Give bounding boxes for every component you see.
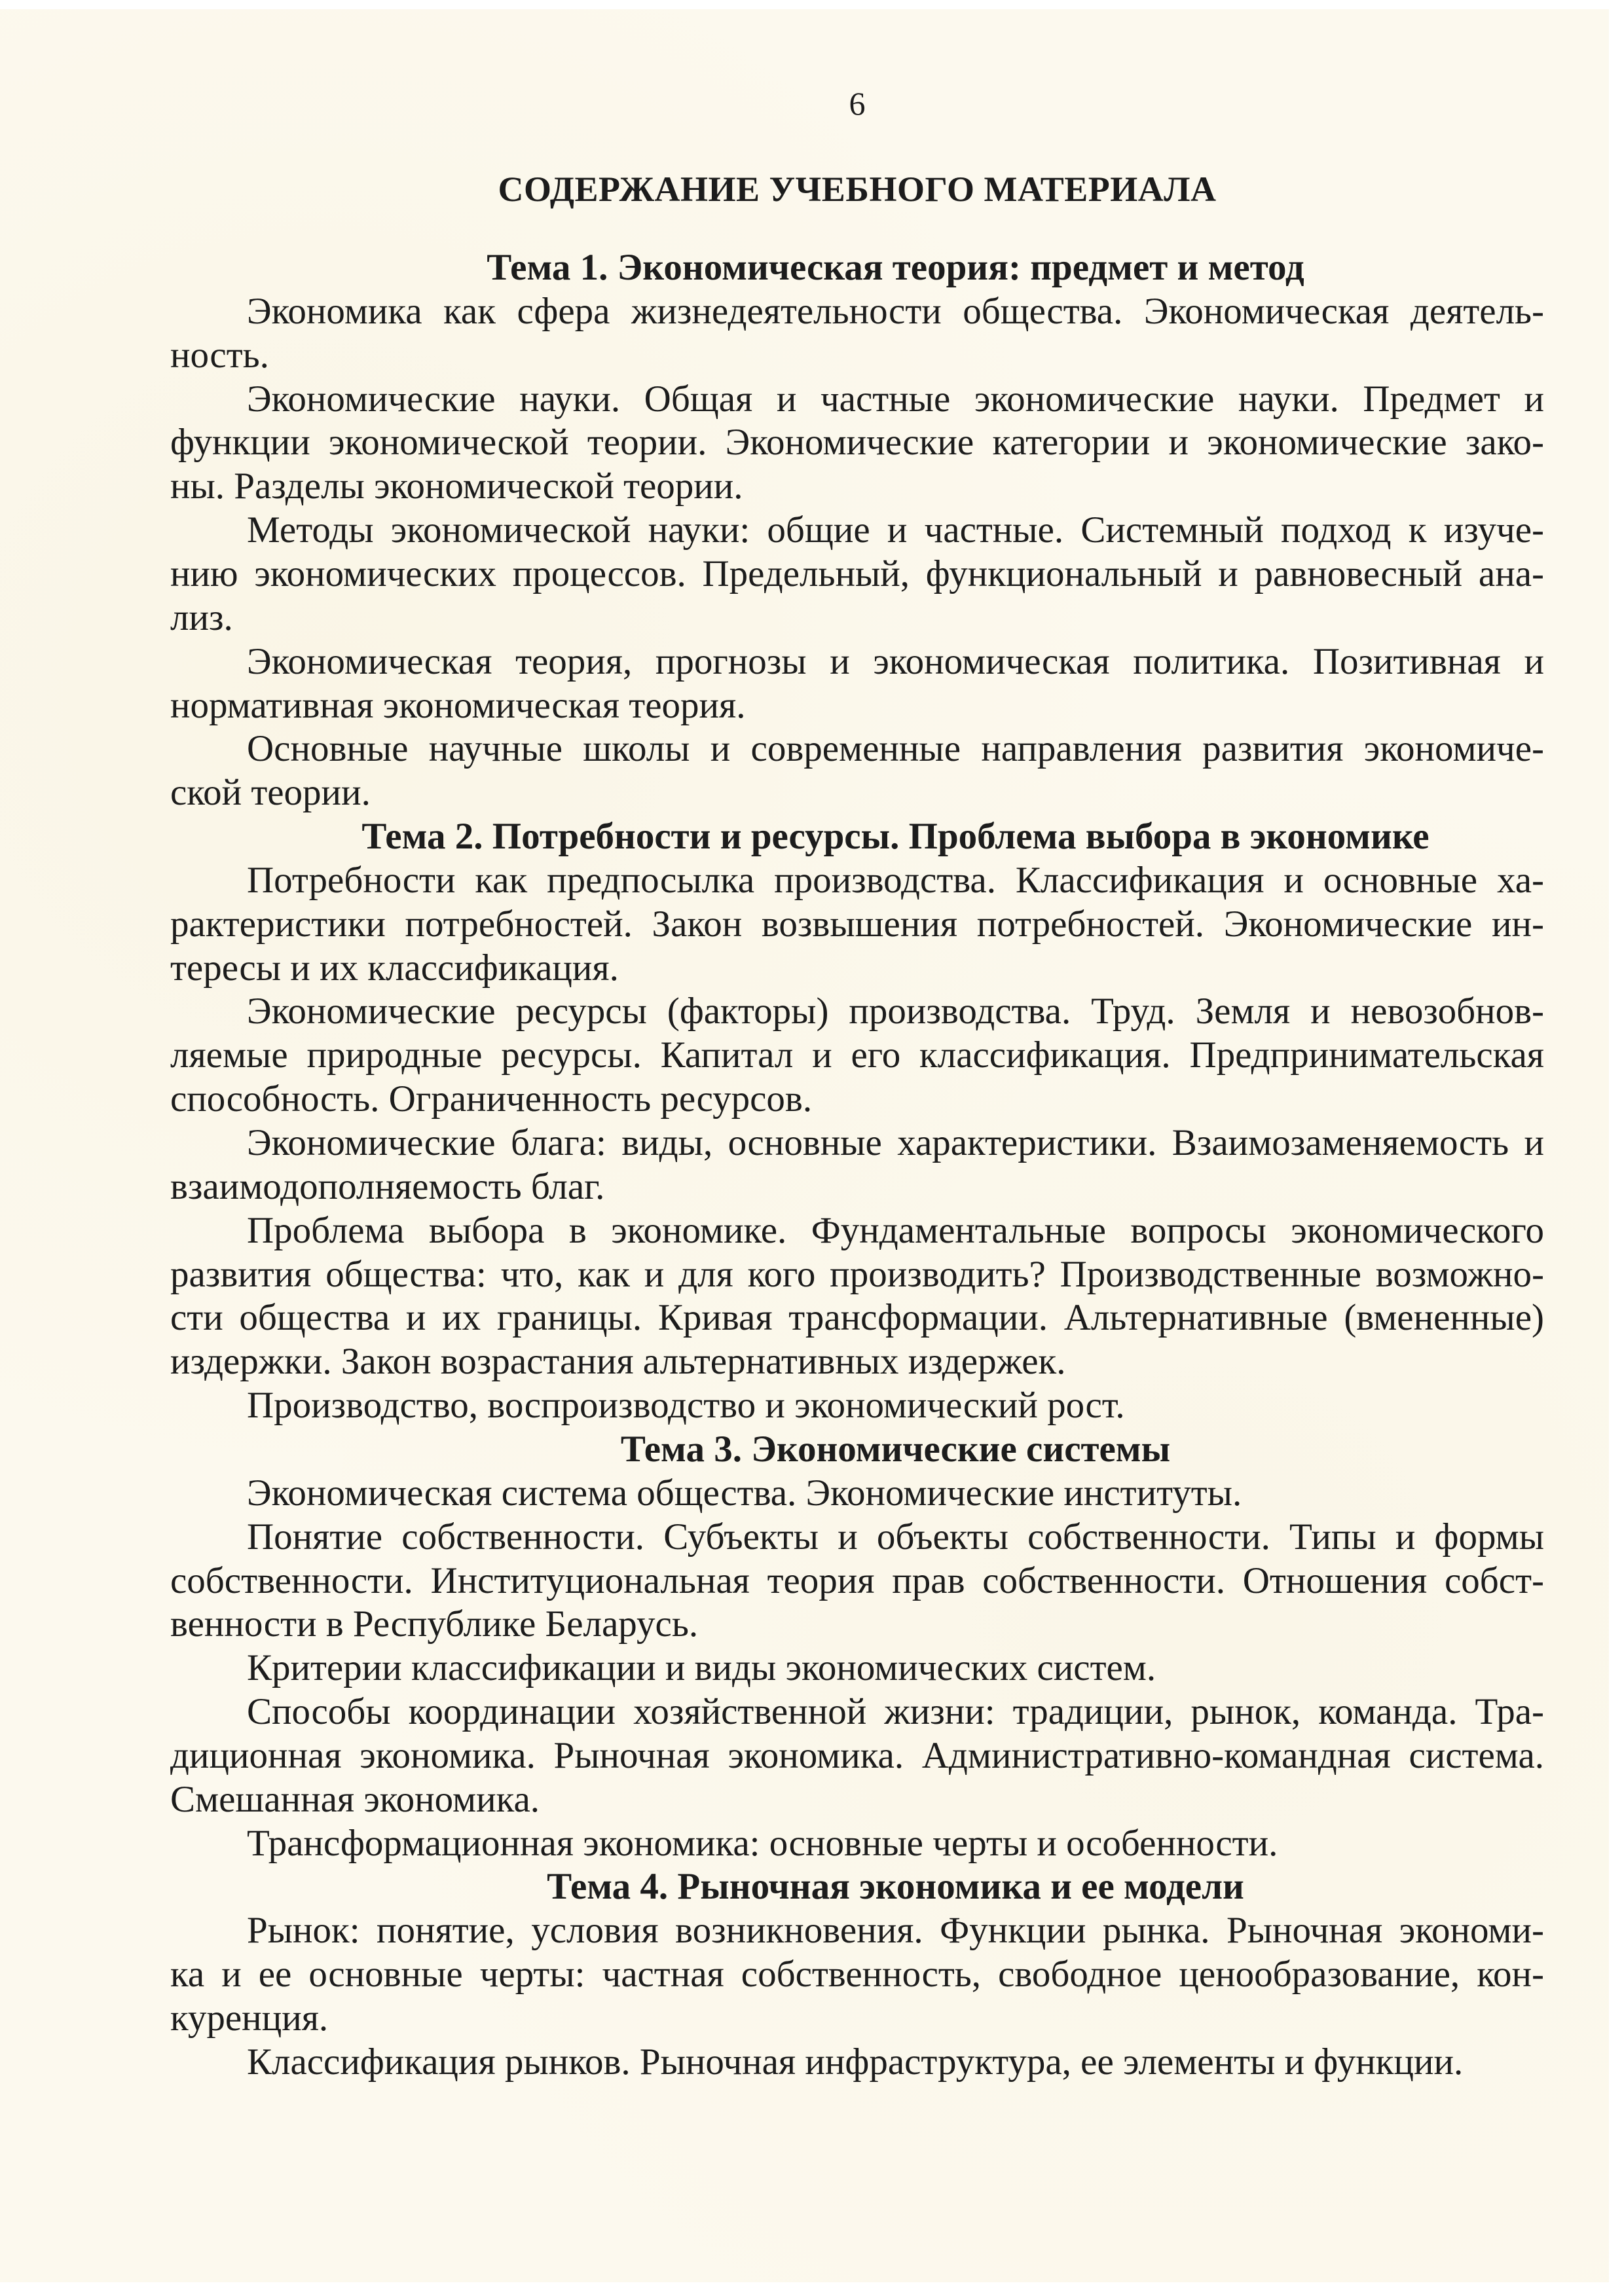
paragraph-line: Критерии классификации и виды экономических систем. (247, 1647, 1156, 1689)
paragraph-line: Проблема выбора в экономике. Фундаментальные вопросы экономического (247, 1209, 1544, 1251)
paragraph-line: ность. (170, 334, 269, 376)
paragraph-line: Экономические науки. Общая и частные экономические науки. Предмет и (247, 378, 1544, 420)
paragraph-line: Трансформационная экономика: основные черты и особенности. (247, 1822, 1278, 1864)
paragraph-line: Экономические блага: виды, основные характеристики. Взаимозаменяемость и (247, 1122, 1544, 1163)
paragraph-line: ляемые природные ресурсы. Капитал и его классификация. Предпринимательская (170, 1034, 1544, 1076)
paragraph-line: способность. Ограниченность ресурсов. (170, 1078, 813, 1120)
paragraph-line: ской теории. (170, 772, 371, 814)
section-heading-2: Тема 2. Потребности и ресурсы. Проблема выбора в экономике (361, 816, 1430, 857)
paragraph-line: Экономика как сфера жизнедеятельности общества. Экономическая деятель- (247, 290, 1544, 332)
paragraph-line: ка и ее основные черты: частная собственность, свободное ценообразование, кон- (170, 1954, 1544, 1995)
paragraph-line: ны. Разделы экономической теории. (170, 465, 743, 507)
paragraph-line: Основные научные школы и современные направления развития экономиче- (247, 728, 1544, 770)
paragraph-line: Экономическая система общества. Экономические институты. (247, 1472, 1242, 1514)
paragraph-line: издержки. Закон возрастания альтернативных издержек. (170, 1341, 1066, 1383)
paragraph-line: функции экономической теории. Экономические категории и экономические зако- (170, 422, 1544, 464)
paragraph-line: Понятие собственности. Субъекты и объекты собственности. Типы и формы (247, 1516, 1544, 1558)
paragraph-line: сти общества и их границы. Кривая трансформации. Альтернативные (вмененные) (170, 1297, 1544, 1339)
paragraph-line: лиз. (170, 596, 233, 638)
paragraph-line: куренция. (170, 1997, 329, 2039)
paragraph-line: Производство, воспроизводство и экономический рост. (247, 1385, 1125, 1427)
paragraph-line: Классификация рынков. Рыночная инфраструктура, ее элементы и функции. (247, 2041, 1464, 2083)
paragraph-line: собственности. Институциональная теория прав собственности. Отношения собст- (170, 1559, 1544, 1601)
document-title: СОДЕРЖАНИЕ УЧЕБНОГО МАТЕРИАЛА (498, 170, 1217, 209)
paragraph-line: Смешанная экономика. (170, 1778, 540, 1820)
paragraph-line: развития общества: что, как и для кого производить? Производственные возможно- (170, 1253, 1544, 1295)
page-number: 6 (849, 85, 866, 122)
paragraph-line: нию экономических процессов. Предельный, функциональный и равновесный ана- (170, 553, 1544, 594)
paragraph-line: Методы экономической науки: общие и частные. Системный подход к изуче- (247, 509, 1544, 551)
section-heading-4: Тема 4. Рыночная экономика и ее модели (547, 1866, 1244, 1908)
paragraph-line: нормативная экономическая теория. (170, 684, 746, 726)
paragraph-line: Способы координации хозяйственной жизни: традиции, рынок, команда. Тра- (247, 1691, 1544, 1732)
paragraph-line: диционная экономика. Рыночная экономика. Административно-командная система. (170, 1734, 1544, 1776)
paragraph-line: рактеристики потребностей. Закон возвышения потребностей. Экономические ин- (170, 903, 1544, 945)
section-heading-1: Тема 1. Экономическая теория: предмет и метод (487, 247, 1304, 288)
paragraph-line: Рынок: понятие, условия возникновения. Функции рынка. Рыночная экономи- (247, 1910, 1544, 1952)
paragraph-line: взаимодополняемость благ. (170, 1165, 605, 1207)
section-heading-3: Тема 3. Экономические системы (620, 1428, 1171, 1470)
paragraph-line: тересы и их классификация. (170, 947, 619, 989)
paragraph-line: Потребности как предпосылка производства. Классификация и основные ха- (247, 859, 1544, 901)
paragraph-line: венности в Республике Беларусь. (170, 1603, 699, 1645)
paragraph-line: Экономические ресурсы (факторы) производства. Труд. Земля и невозобнов- (247, 991, 1544, 1032)
paragraph-line: Экономическая теория, прогнозы и экономическая политика. Позитивная и (247, 640, 1544, 682)
